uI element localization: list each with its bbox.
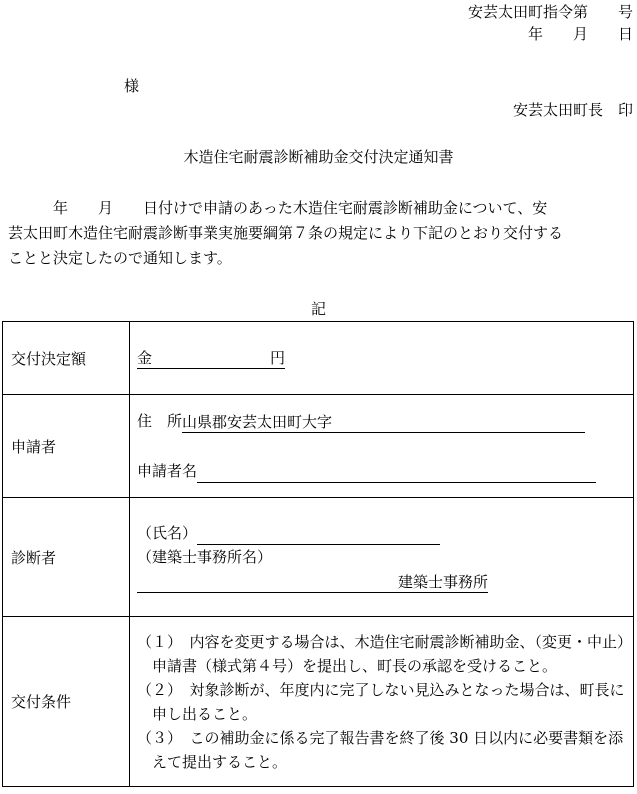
document-number: 安芸太田町指令第 号 xyxy=(467,3,633,21)
body-line: ことと決定したので通知します。 xyxy=(8,249,232,267)
document-date: 年 月 日 xyxy=(527,25,633,43)
body-line: 芸太田町木造住宅耐震診断事業実施要綱第７条の規定により下記のとおり交付する xyxy=(8,224,564,242)
diagnostician-name-field[interactable] xyxy=(197,524,440,545)
address-field[interactable]: 山県郡安芸太田町大字 xyxy=(182,412,585,433)
body-line: 年 月 日付けで申請のあった木造住宅耐震診断補助金について、安 xyxy=(8,199,548,217)
diagnostician-name-label: （氏名） xyxy=(137,524,198,542)
applicant-name-label: 申請者名 xyxy=(137,462,198,480)
amount-suffix: 円 xyxy=(269,348,285,367)
diagnostician-label: 診断者 xyxy=(3,498,130,617)
conditions-label: 交付条件 xyxy=(3,617,130,787)
amount-prefix: 金 xyxy=(137,348,153,367)
sender-signature: 安芸太田町長 印 xyxy=(512,101,633,119)
table-row xyxy=(3,498,634,617)
applicant-cell xyxy=(130,395,634,498)
grant-details-table xyxy=(2,321,634,787)
condition-item: （２） 対象診断が、年度内に完了しない見込みとなった場合は、町長に申し出ること。 xyxy=(137,680,625,723)
office-label: （建築士事務所名） xyxy=(137,548,273,566)
notice-body xyxy=(8,196,633,271)
ki-heading: 記 xyxy=(310,300,326,318)
amount-cell xyxy=(130,322,634,395)
office-suffix: 建築士事務所 xyxy=(397,573,488,591)
diagnostician-cell xyxy=(130,498,634,617)
applicant-address-line xyxy=(137,409,629,433)
office-name-field[interactable] xyxy=(137,572,488,593)
address-label: 住 所 xyxy=(137,412,183,430)
amount-label: 交付決定額 xyxy=(3,322,130,395)
conditions-list xyxy=(137,630,629,774)
condition-item: （１） 内容を変更する場合は、木造住宅耐震診断補助金、（変更・中止）申請書（様式第４号）を提出し、町長の承認を受けること。 xyxy=(137,632,625,675)
table-row xyxy=(3,395,634,498)
diagnostician-name-line xyxy=(137,521,629,545)
condition-item: （３） この補助金に係る完了報告書を終了後 30 日以内に必要書類を添えて提出すること。 xyxy=(137,728,624,771)
conditions-cell xyxy=(130,617,634,787)
table-row xyxy=(3,617,634,787)
document-title: 木造住宅耐震診断補助金交付決定通知書 xyxy=(183,148,454,166)
applicant-label: 申請者 xyxy=(3,395,130,498)
amount-field[interactable] xyxy=(137,348,285,369)
office-line xyxy=(137,569,629,593)
addressee-honorific: 様 xyxy=(124,77,140,95)
table-row xyxy=(3,322,634,395)
applicant-name-field[interactable] xyxy=(197,462,596,483)
applicant-name-line xyxy=(137,459,629,483)
